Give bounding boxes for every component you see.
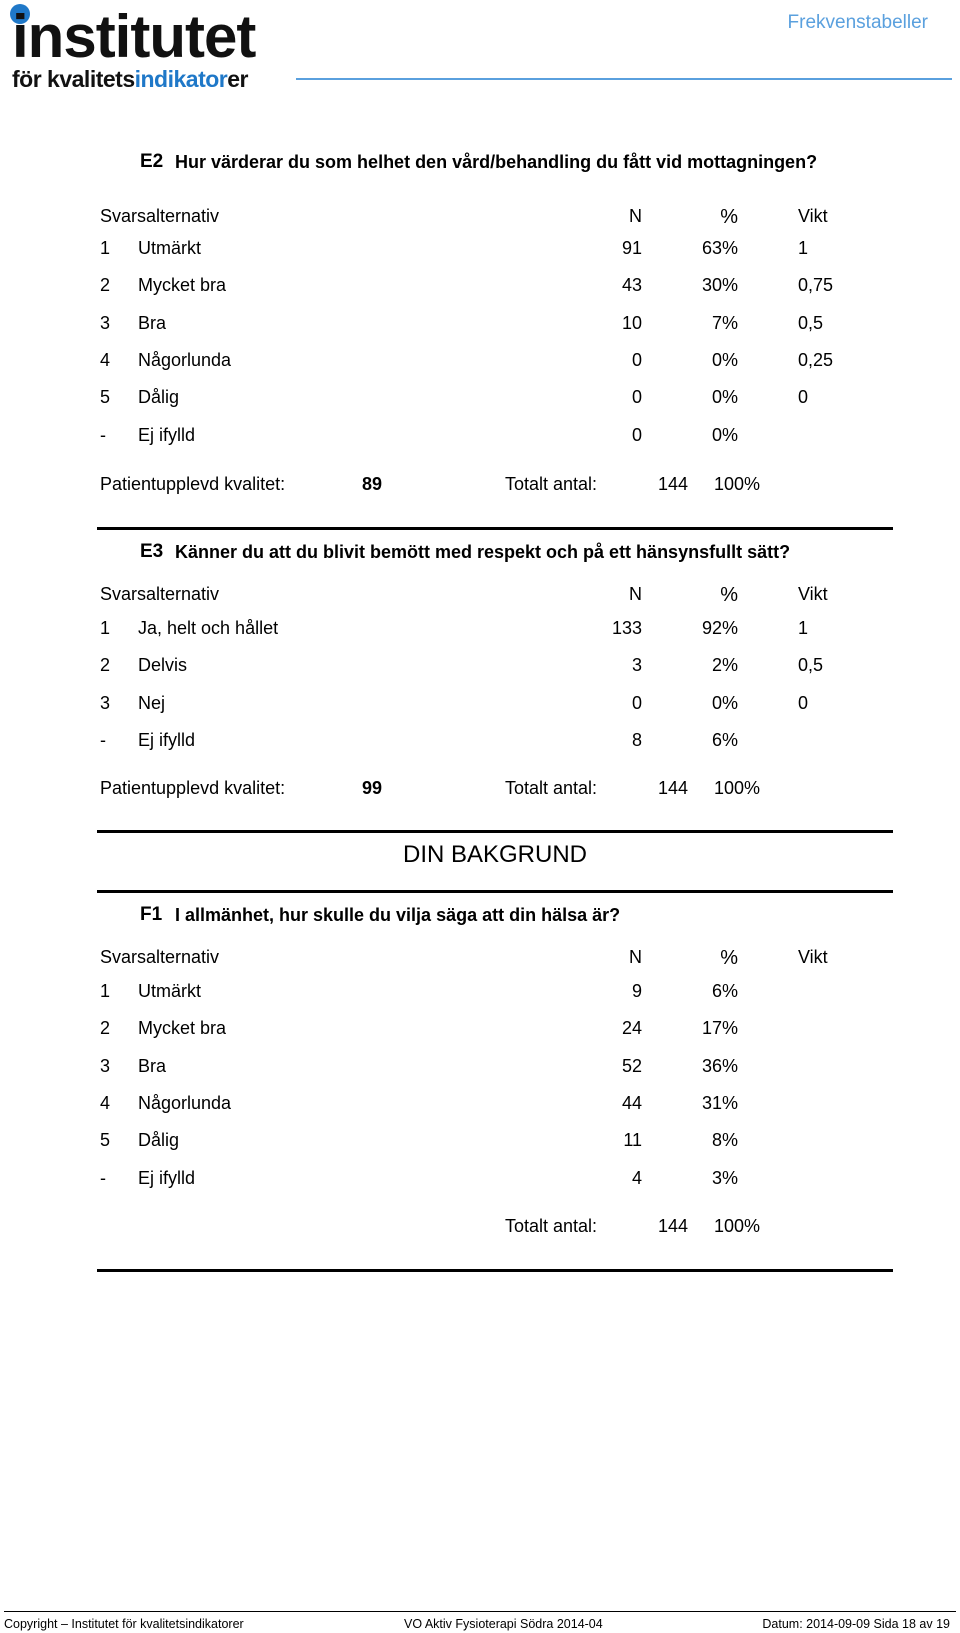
table-row (100, 238, 860, 262)
table-header: Svarsalternativ N % Vikt (100, 206, 828, 228)
row-weight: 0 (798, 692, 809, 713)
row-number: - (100, 1167, 106, 1188)
row-count: 3 (631, 655, 642, 676)
table-row (100, 275, 860, 299)
row-label: Bra (138, 312, 167, 333)
row-number: 1 (100, 981, 111, 1001)
row-count: 10 (621, 312, 642, 333)
row-number: 2 (100, 1018, 111, 1039)
row-label: Dålig (138, 387, 180, 408)
question-code: E3 (140, 541, 164, 562)
row-label: Ej ifylld (138, 1167, 196, 1188)
row-percent: 0% (711, 387, 738, 408)
row-weight: 0,25 (798, 349, 834, 370)
row-percent: 2% (711, 655, 738, 676)
row-number: 4 (100, 1092, 111, 1113)
table-row (100, 730, 860, 754)
row-count: 133 (611, 618, 642, 638)
row-label: Nej (138, 692, 166, 713)
section-divider (97, 1269, 893, 1272)
quality-score: 89 (362, 474, 383, 494)
row-label: Dålig (138, 1130, 180, 1151)
row-label: Någorlunda (138, 1092, 232, 1113)
row-count: 43 (621, 275, 642, 296)
section-divider (97, 830, 893, 833)
row-weight: 0 (798, 387, 809, 408)
row-weight: 0,5 (798, 655, 824, 676)
table-header: Svarsalternativ N % Vikt (100, 947, 828, 969)
table-row (100, 693, 860, 717)
row-count: 91 (621, 238, 642, 258)
row-percent: 0% (711, 349, 738, 370)
row-weight: 0,75 (798, 275, 834, 296)
row-number: 5 (100, 387, 111, 408)
row-number: - (100, 424, 106, 445)
table-row (100, 1168, 860, 1192)
question-f1 (140, 903, 860, 927)
row-count: 4 (631, 1167, 642, 1188)
question-code: E2 (140, 151, 164, 172)
row-number: 2 (100, 275, 111, 296)
row-percent: 17% (701, 1018, 738, 1039)
row-label: Utmärkt (138, 981, 201, 1001)
row-number: 3 (100, 692, 111, 713)
table-row (100, 313, 860, 337)
row-label: Ej ifylld (138, 424, 196, 445)
row-percent: 8% (711, 1130, 738, 1151)
row-label: Mycket bra (138, 1018, 227, 1039)
row-percent: 30% (701, 275, 738, 296)
table-row (100, 1093, 860, 1117)
section-title: DIN BAKGRUND (402, 841, 588, 868)
row-count: 0 (631, 349, 642, 370)
question-e3 (140, 540, 860, 564)
question-code: F1 (140, 904, 163, 925)
row-percent: 92% (701, 618, 738, 638)
row-percent: 6% (711, 981, 738, 1001)
row-label: Utmärkt (138, 238, 201, 258)
row-percent: 3% (711, 1167, 738, 1188)
table-header: Svarsalternativ N % Vikt (100, 584, 828, 606)
table-row (100, 350, 860, 374)
table-row (100, 981, 860, 1005)
quality-score: 99 (362, 778, 383, 798)
question-text: Hur värderar du som helhet den vård/behandling du fått vid mottagningen? (175, 152, 818, 172)
table-row (100, 387, 860, 411)
footer-date-page: Datum: 2014-09-09 Sida 18 av 19 (762, 1617, 950, 1631)
table-row (100, 655, 860, 679)
page-title: Frekvenstabeller (787, 12, 928, 33)
row-number: 2 (100, 655, 111, 676)
footer-unit: VO Aktiv Fysioterapi Södra 2014-04 (404, 1617, 603, 1631)
row-label: Ja, helt och hållet (138, 618, 279, 638)
question-e2 (140, 150, 860, 174)
logo (8, 2, 298, 94)
row-count: 9 (631, 981, 642, 1001)
row-count: 11 (623, 1130, 642, 1151)
row-label: Någorlunda (138, 349, 232, 370)
row-count: 0 (631, 424, 642, 445)
row-percent: 31% (701, 1092, 738, 1113)
row-number: 3 (100, 312, 111, 333)
row-number: 3 (100, 1055, 111, 1076)
row-label: Delvis (138, 655, 188, 676)
row-weight: 0,5 (798, 312, 824, 333)
row-count: 24 (621, 1018, 642, 1039)
logo-sub-text: för kvalitetsindikatorer (12, 66, 248, 92)
summary-row: Patientupplevd kvalitet: 99 Totalt antal: 144 100% (100, 778, 760, 798)
section-divider (97, 527, 893, 530)
row-label: Mycket bra (138, 275, 227, 296)
row-count: 44 (621, 1092, 642, 1113)
table-row (100, 1056, 860, 1080)
row-percent: 7% (711, 312, 738, 333)
row-number: 1 (100, 238, 111, 258)
row-number: 4 (100, 349, 111, 370)
row-label: Bra (138, 1055, 167, 1076)
row-percent: 6% (711, 729, 738, 750)
table-row (100, 1018, 860, 1042)
row-count: 52 (621, 1055, 642, 1076)
summary-row: Patientupplevd kvalitet: 89 Totalt antal: 144 100% (100, 474, 760, 494)
row-percent: 0% (711, 424, 738, 445)
row-percent: 0% (711, 692, 738, 713)
row-weight: 1 (798, 618, 809, 638)
row-count: 8 (631, 729, 642, 750)
logo-main-text: institutet (12, 3, 256, 70)
question-text: I allmänhet, hur skulle du vilja säga att din hälsa är? (175, 905, 621, 925)
section-divider (97, 890, 893, 893)
row-number: - (100, 729, 106, 750)
row-percent: 36% (701, 1055, 738, 1076)
row-count: 0 (631, 692, 642, 713)
row-label: Ej ifylld (138, 729, 196, 750)
summary-row: Totalt antal: 144 100% (505, 1216, 760, 1236)
table-row (100, 1130, 860, 1154)
row-count: 0 (631, 387, 642, 408)
header-divider (296, 78, 952, 80)
footer-divider (4, 1611, 956, 1612)
footer-copyright: Copyright – Institutet för kvalitetsindikatorer (4, 1617, 244, 1631)
question-text: Känner du att du blivit bemött med respekt och på ett hänsynsfullt sätt? (175, 542, 791, 562)
row-number: 5 (100, 1130, 111, 1151)
row-number: 1 (100, 618, 111, 638)
table-row (100, 618, 860, 642)
row-percent: 63% (701, 238, 738, 258)
row-weight: 1 (798, 238, 809, 258)
table-row (100, 425, 860, 449)
